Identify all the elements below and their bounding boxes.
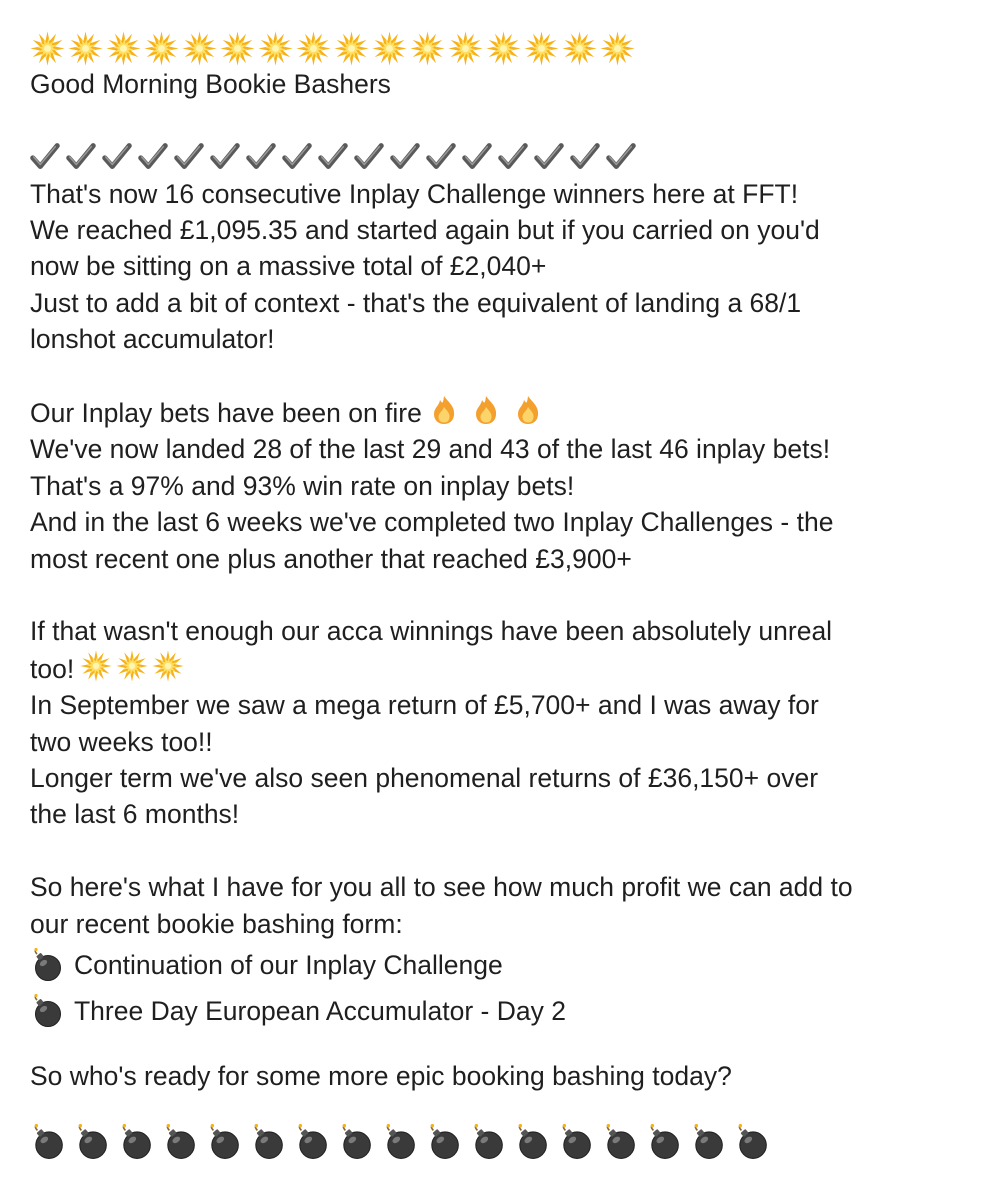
bomb-icon bbox=[646, 1124, 682, 1160]
heavy-check-mark-icon bbox=[210, 142, 240, 172]
collision-spark-icon bbox=[524, 31, 559, 66]
paragraph-3-line: the last 6 months! bbox=[30, 799, 240, 830]
bomb-icon bbox=[382, 1124, 418, 1160]
collision-spark-icon bbox=[68, 31, 103, 66]
bomb-icon bbox=[602, 1124, 638, 1160]
fire-line-text: Our Inplay bets have been on fire bbox=[30, 398, 422, 428]
paragraph-2-line: And in the last 6 weeks we've completed two Inplay Challenges - the bbox=[30, 507, 834, 538]
blank-line bbox=[30, 833, 980, 869]
heavy-check-mark-icon bbox=[390, 142, 420, 172]
collision-spark-icon bbox=[334, 31, 369, 66]
heavy-check-mark-icon bbox=[498, 142, 528, 172]
greeting: Good Morning Bookie Bashers bbox=[30, 69, 391, 100]
paragraph-1-line: now be sitting on a massive total of £2,040+ bbox=[30, 251, 547, 282]
heavy-check-mark-icon bbox=[102, 142, 132, 172]
heavy-check-mark-icon bbox=[354, 142, 384, 172]
heavy-check-mark-icon bbox=[426, 142, 456, 172]
collision-spark-icon bbox=[258, 31, 293, 66]
heavy-check-mark-icon bbox=[462, 142, 492, 172]
too-text: too! bbox=[30, 653, 75, 684]
bomb-icon bbox=[162, 1124, 198, 1160]
bomb-icon bbox=[74, 1124, 110, 1160]
paragraph-2-line: most recent one plus another that reached £3,900+ bbox=[30, 543, 632, 574]
bomb-icon bbox=[338, 1124, 374, 1160]
paragraph-4-line: So here's what I have for you all to see how much profit we can add to bbox=[30, 872, 853, 903]
blank-line bbox=[30, 577, 980, 613]
paragraph-3-second-line bbox=[30, 650, 980, 687]
bomb-icon bbox=[30, 1124, 66, 1160]
bomb-icon bbox=[250, 1124, 286, 1160]
bomb-icon bbox=[206, 1124, 242, 1160]
bomb-emoji-row bbox=[30, 1122, 980, 1162]
bomb-icon bbox=[118, 1124, 154, 1160]
paragraph-1-line: We reached £1,095.35 and started again but if you carried on you'd bbox=[30, 214, 820, 245]
bomb-icon bbox=[470, 1124, 506, 1160]
collision-spark-icon bbox=[486, 31, 521, 66]
heavy-check-mark-icon bbox=[570, 142, 600, 172]
collision-spark-icon bbox=[106, 31, 141, 66]
bomb-icon bbox=[514, 1124, 550, 1160]
bullet-text: Continuation of our Inplay Challenge bbox=[74, 949, 503, 980]
bomb-icon bbox=[30, 994, 64, 1028]
bomb-icon bbox=[30, 948, 64, 982]
blank-line bbox=[30, 103, 980, 139]
spark-emoji-row bbox=[30, 30, 980, 66]
heavy-check-mark-icon bbox=[606, 142, 636, 172]
paragraph-4-line: our recent bookie bashing form: bbox=[30, 908, 403, 939]
collision-spark-icon bbox=[600, 31, 635, 66]
heavy-check-mark-icon bbox=[30, 142, 60, 172]
check-emoji-row bbox=[30, 139, 980, 175]
heavy-check-mark-icon bbox=[282, 142, 312, 172]
spark-emoji-group bbox=[80, 650, 184, 682]
bomb-icon bbox=[690, 1124, 726, 1160]
collision-spark-icon bbox=[296, 31, 331, 66]
bomb-icon bbox=[426, 1124, 462, 1160]
blank-line bbox=[30, 1094, 980, 1122]
closing-line: So who's ready for some more epic booking bashing today? bbox=[30, 1061, 732, 1092]
paragraph-1-line: Just to add a bit of context - that's the equivalent of landing a 68/1 bbox=[30, 287, 802, 318]
fire-icon bbox=[470, 394, 502, 426]
post-body bbox=[30, 30, 980, 1162]
blank-line bbox=[30, 1034, 980, 1058]
fire-icon bbox=[512, 394, 544, 426]
collision-spark-icon bbox=[80, 650, 112, 682]
heavy-check-mark-icon bbox=[174, 142, 204, 172]
heavy-check-mark-icon bbox=[534, 142, 564, 172]
fire-icon bbox=[428, 394, 460, 426]
bomb-icon bbox=[558, 1124, 594, 1160]
paragraph-3-line: Longer term we've also seen phenomenal returns of £36,150+ over bbox=[30, 763, 819, 794]
bomb-icon bbox=[294, 1124, 330, 1160]
fire-emoji-group bbox=[428, 394, 550, 426]
bullet-text: Three Day European Accumulator - Day 2 bbox=[74, 995, 566, 1026]
bomb-icon bbox=[734, 1124, 770, 1160]
collision-spark-icon bbox=[116, 650, 148, 682]
heavy-check-mark-icon bbox=[246, 142, 276, 172]
collision-spark-icon bbox=[562, 31, 597, 66]
collision-spark-icon bbox=[220, 31, 255, 66]
paragraph-1-line: That's now 16 consecutive Inplay Challenge winners here at FFT! bbox=[30, 178, 799, 209]
bullet-item bbox=[30, 942, 980, 988]
collision-spark-icon bbox=[30, 31, 65, 66]
paragraph-3-line: two weeks too!! bbox=[30, 726, 213, 757]
collision-spark-icon bbox=[182, 31, 217, 66]
heavy-check-mark-icon bbox=[138, 142, 168, 172]
collision-spark-icon bbox=[144, 31, 179, 66]
collision-spark-icon bbox=[448, 31, 483, 66]
collision-spark-icon bbox=[152, 650, 184, 682]
heavy-check-mark-icon bbox=[66, 142, 96, 172]
paragraph-3-line: In September we saw a mega return of £5,700+ and I was away for bbox=[30, 690, 819, 721]
paragraph-3-line: If that wasn't enough our acca winnings have been absolutely unreal bbox=[30, 616, 833, 647]
paragraph-2-first-line bbox=[30, 394, 980, 431]
heavy-check-mark-icon bbox=[318, 142, 348, 172]
paragraph-2-line: That's a 97% and 93% win rate on inplay bets! bbox=[30, 470, 575, 501]
collision-spark-icon bbox=[372, 31, 407, 66]
paragraph-1-line: lonshot accumulator! bbox=[30, 324, 275, 355]
collision-spark-icon bbox=[410, 31, 445, 66]
blank-line bbox=[30, 358, 980, 394]
paragraph-2-line: We've now landed 28 of the last 29 and 43 of the last 46 inplay bets! bbox=[30, 434, 831, 465]
bullet-item bbox=[30, 988, 980, 1034]
